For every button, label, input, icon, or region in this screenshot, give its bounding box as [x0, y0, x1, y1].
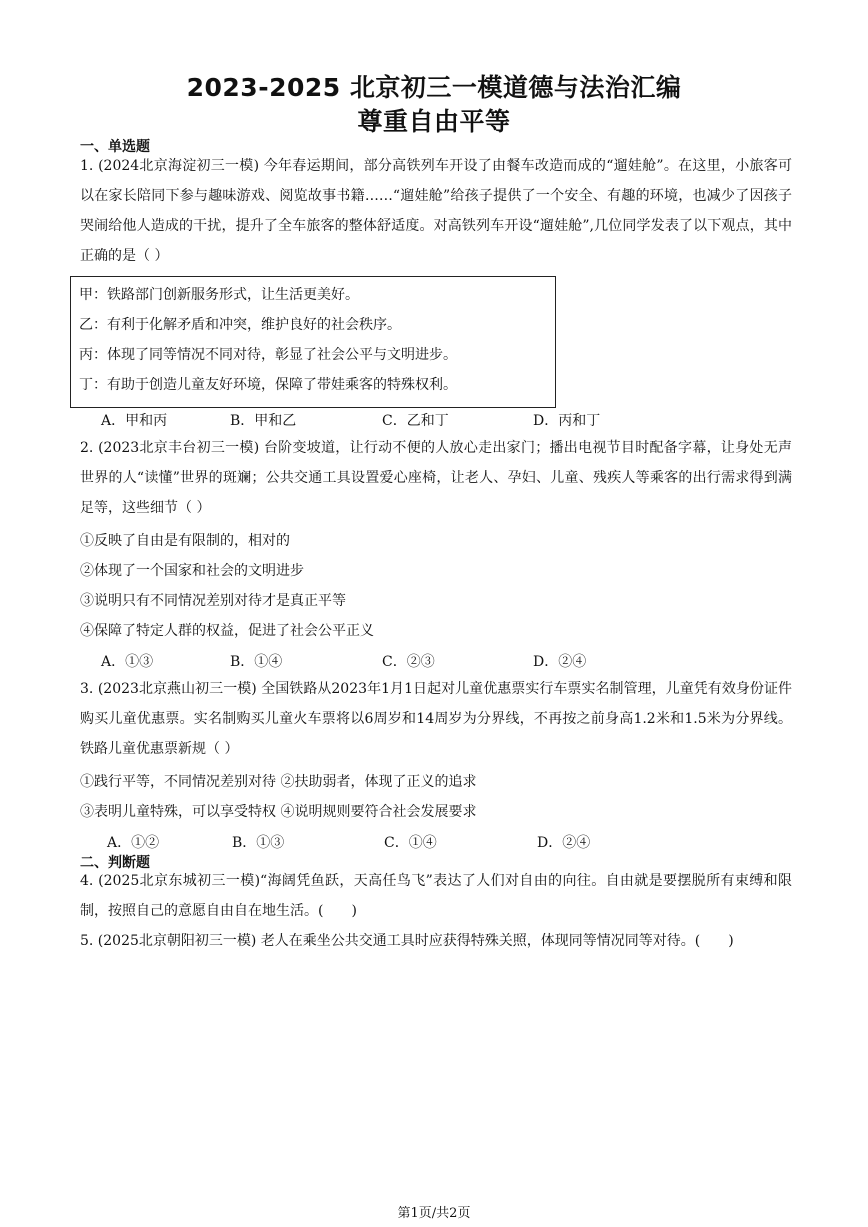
question-4-text: 4. (2025北京东城初三一模)“海阔凭鱼跃，天高任鸟飞”表达了人们对自由的向往。自由就是要摆脱所有束缚和限制，按照自己的意愿自由自在地生活。( )	[80, 873, 792, 919]
question-3-text: 3. (2023北京燕山初三一模) 全国铁路从2023年1月1日起对儿童优惠票实行车票实名制管理，儿童凭有效身份证件购买儿童优惠票。实名制购买儿童火车票将以6周岁和14周岁为分界线，不再按之前身高1.2米和1.5米为分界线。铁路儿童优惠票新规（ ）	[80, 681, 792, 757]
document-title: 2023-2025 北京初三一模道德与法治汇编	[186, 73, 682, 102]
question-1-statement: 乙：有利于化解矛盾和冲突，维护良好的社会秩序。	[79, 317, 401, 333]
question-2-statement: ③说明只有不同情况差别对待才是真正平等	[80, 593, 346, 609]
section-heading-single-choice: 一、单选题	[80, 139, 150, 155]
question-3-statement: ③表明儿童特殊，可以享受特权 ④说明规则要符合社会发展要求	[80, 804, 477, 820]
question-3-statement: ①践行平等，不同情况差别对待 ②扶助弱者，体现了正义的追求	[80, 774, 477, 790]
question-1-option-b: B．甲和乙	[230, 413, 297, 429]
question-2-statement: ①反映了自由是有限制的，相对的	[80, 533, 290, 549]
section-heading-judgment: 二、判断题	[80, 855, 150, 871]
question-2-option-b: B．①④	[230, 654, 283, 670]
question-1-option-a: A．甲和丙	[101, 413, 168, 429]
question-2-option-c: C．②③	[382, 654, 435, 670]
question-2-text: 2. (2023北京丰台初三一模) 台阶变坡道，让行动不便的人放心走出家门；播出电视节目时配备字幕，让身处无声世界的人“读懂”世界的斑斓；公共交通工具设置爱心座椅，让老人、孕妇、儿童、残疾人等乘客的出行需求得到满足等，这些细节（ ）	[80, 440, 792, 516]
question-2-statement: ②体现了一个国家和社会的文明进步	[80, 563, 304, 579]
question-1-option-d: D．丙和丁	[533, 413, 601, 429]
question-1-statement: 丙：体现了同等情况不同对待，彰显了社会公平与文明进步。	[79, 347, 457, 363]
question-3-option-a: A．①②	[107, 835, 160, 851]
question-1-text: 1. (2024北京海淀初三一模) 今年春运期间，部分高铁列车开设了由餐车改造而成的“遛娃舱”。在这里，小旅客可以在家长陪同下参与趣味游戏、阅览故事书籍……“遛娃舱”给孩子提供了一个安全、有趣的环境，也减少了因孩子哭闹给他人造成的干扰，提升了全车旅客的整体舒适度。对高铁列车开设“遛娃舱”,几位同学发表了以下观点，其中正确的是（ ）	[80, 158, 792, 264]
question-3-option-c: C．①④	[384, 835, 437, 851]
question-2-option-d: D．②④	[533, 654, 587, 670]
document-subtitle: 尊重自由平等	[357, 107, 511, 136]
page-number: 第1页/共2页	[397, 1206, 471, 1221]
question-1-option-c: C．乙和丁	[382, 413, 449, 429]
question-1-statement: 丁：有助于创造儿童友好环境，保障了带娃乘客的特殊权利。	[79, 377, 457, 393]
question-5-text: 5. (2025北京朝阳初三一模) 老人在乘坐公共交通工具时应获得特殊关照，体现同等情况同等对待。( )	[80, 933, 734, 949]
question-3-option-b: B．①③	[232, 835, 285, 851]
question-2-option-a: A．①③	[101, 654, 154, 670]
question-3-option-d: D．②④	[537, 835, 591, 851]
question-2-statement: ④保障了特定人群的权益，促进了社会公平正义	[80, 623, 374, 639]
question-1-statement: 甲：铁路部门创新服务形式，让生活更美好。	[79, 287, 359, 303]
